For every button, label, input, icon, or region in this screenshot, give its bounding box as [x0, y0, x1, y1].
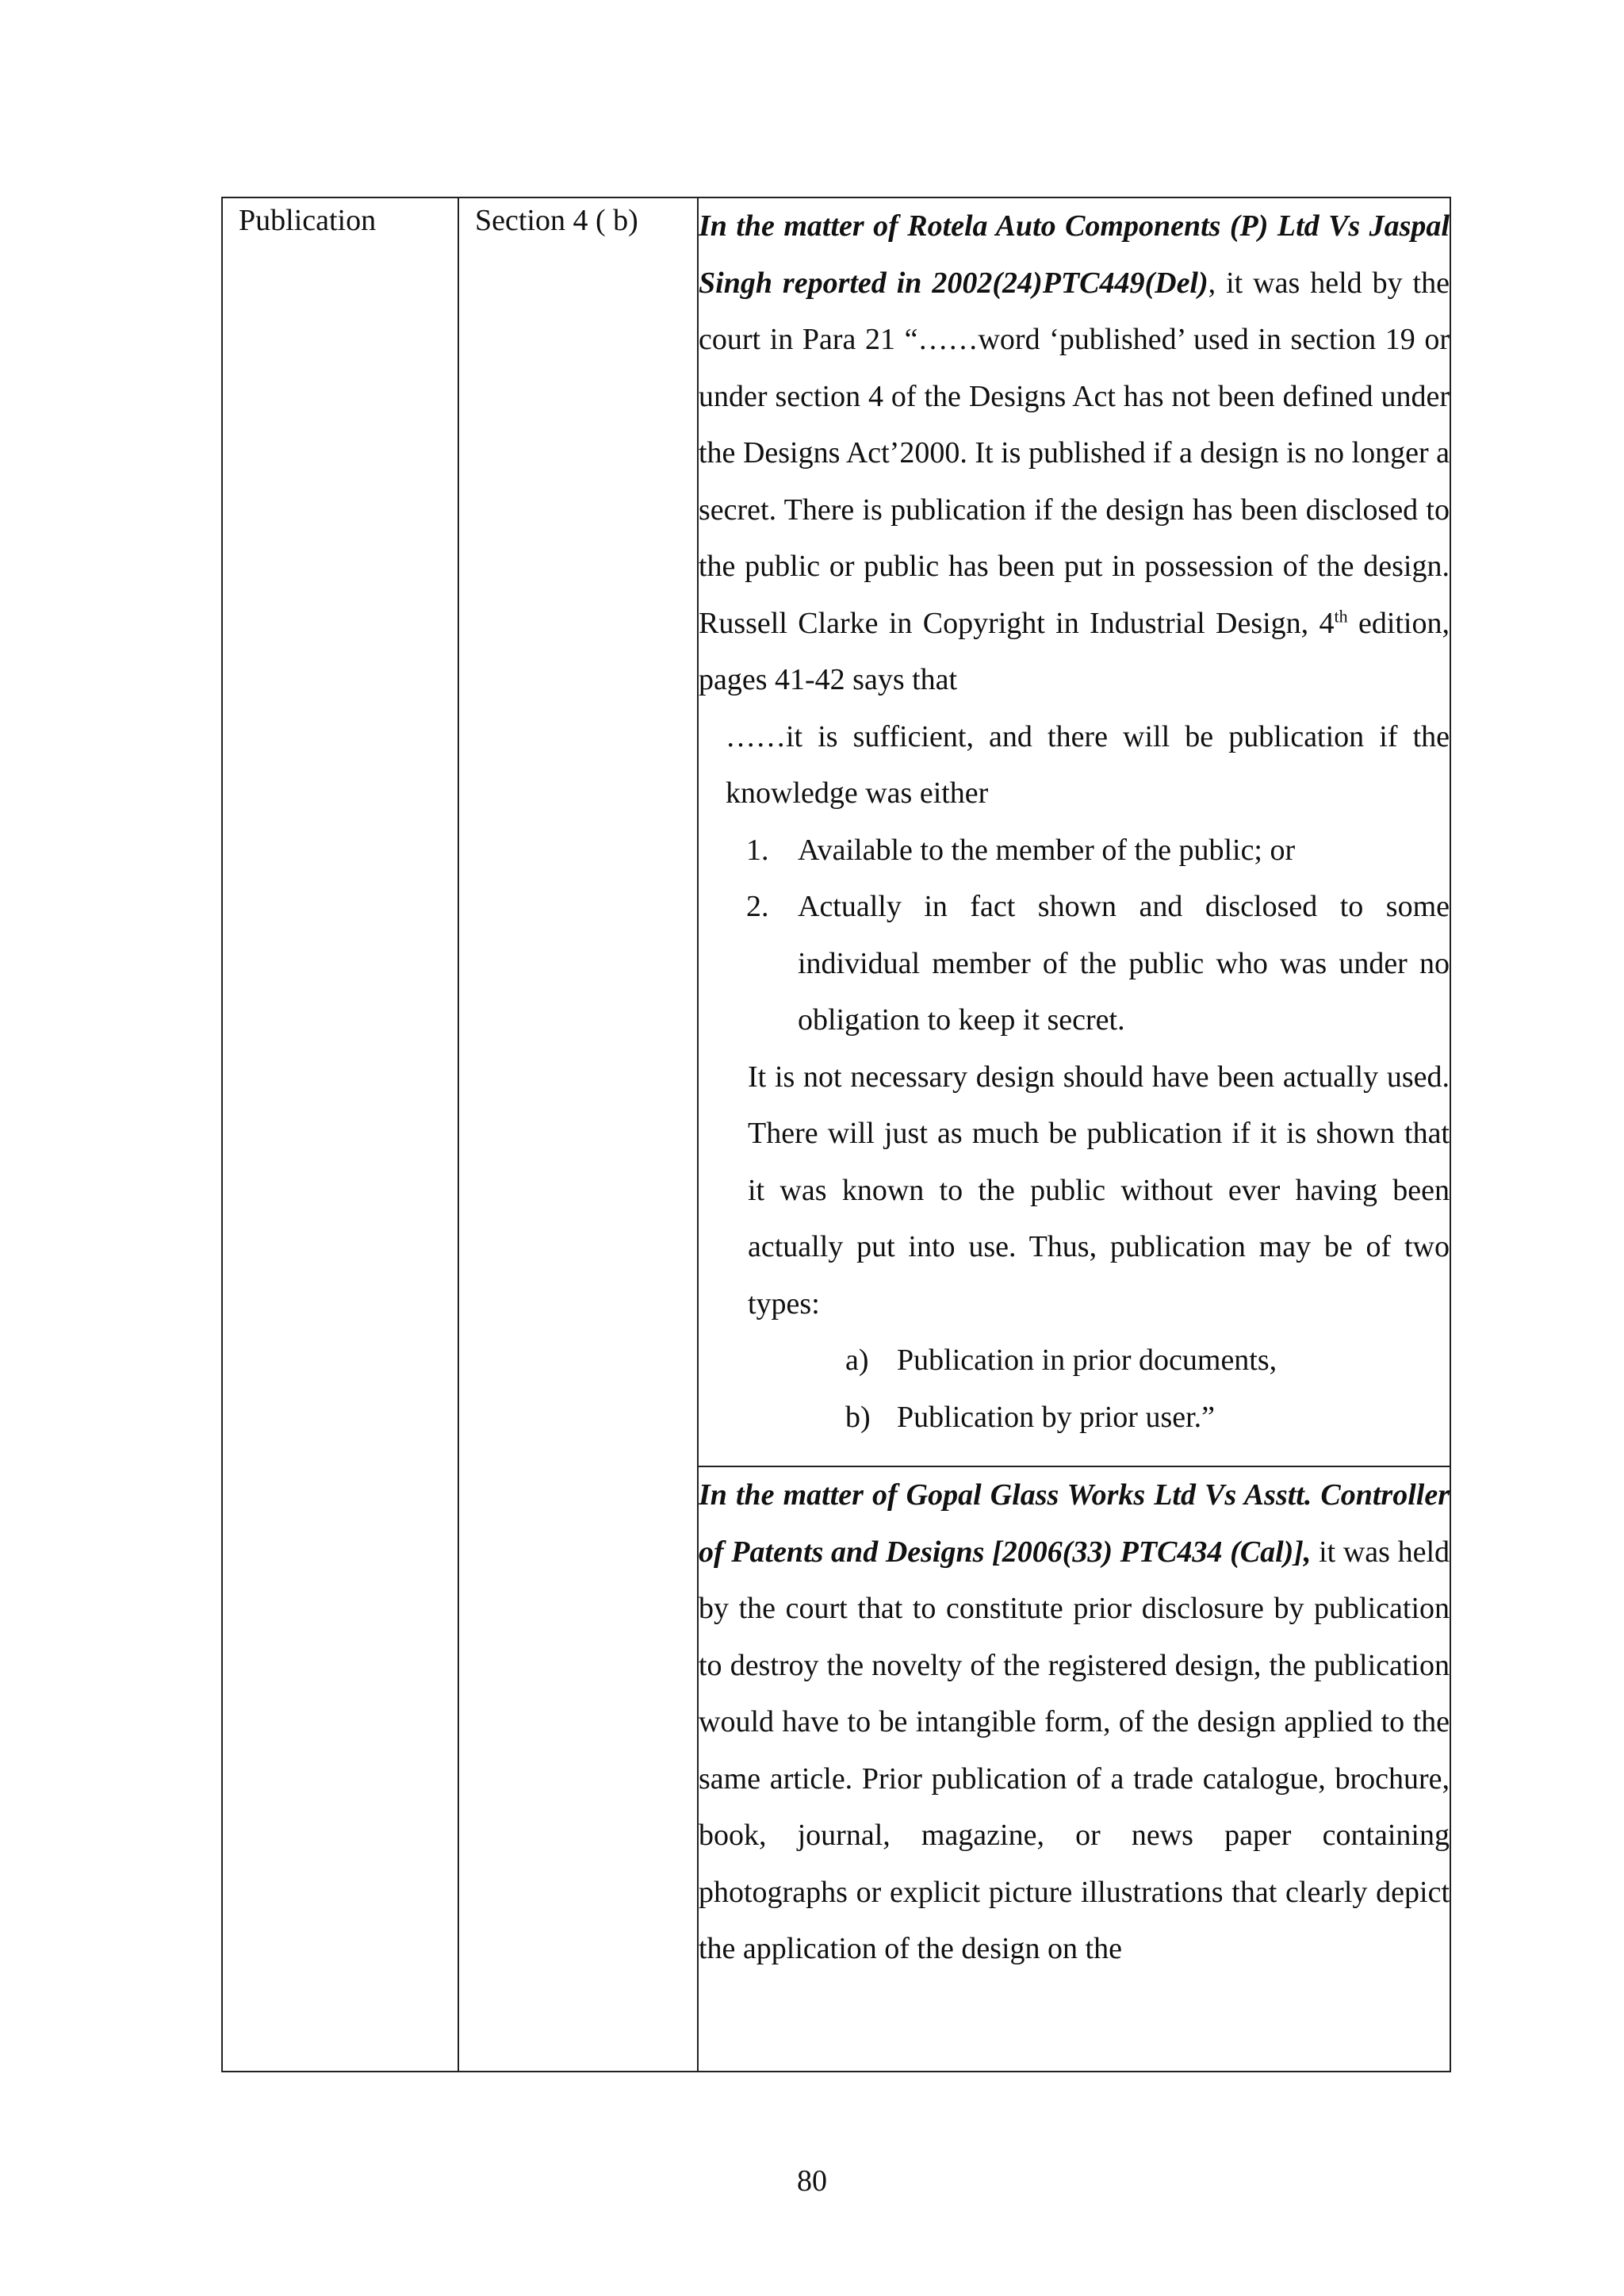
list-marker: b) [845, 1400, 871, 1434]
section-cell [458, 197, 698, 2072]
case-cell-rotela [698, 197, 1450, 1466]
topic-label: Publication [239, 204, 377, 237]
case-cell-gopal [698, 1466, 1450, 2072]
lettered-list [699, 1332, 1450, 1446]
page-number: 80 [797, 2164, 827, 2198]
case1-text: , it was held by the court in Para 21 “……word ‘published’ used in section 19 or under section 4 of the Designs Act has not been defined under the Designs Act’2000. It is published if a design is no longer a secret. There is publication if the design has been disclosed to the public or public has been put in possession of the design. Russell Clarke in Copyright in Industrial Design, 4 [699, 266, 1450, 640]
list-item [699, 1332, 1450, 1389]
section-label: Section 4 ( b) [475, 204, 638, 237]
list-item-text: Publication in prior documents, [897, 1343, 1277, 1377]
list-item-text: Available to the member of the public; or [798, 833, 1296, 867]
list-item-text: Publication by prior user.” [897, 1400, 1216, 1434]
list-marker: 2. [746, 890, 769, 923]
list-marker: 1. [746, 833, 769, 867]
case1-continuation: It is not necessary design should have been actually used. There will just as much be publication if it is shown that it was known to the public without ever having been actually put into use. Thus, publication may be of two types: [748, 1060, 1450, 1320]
case1-paragraph [699, 198, 1450, 709]
design-law-table [221, 197, 1451, 2072]
list-item [699, 879, 1450, 1049]
list-item [699, 1389, 1450, 1447]
list-item-text: Actually in fact shown and disclosed to some individual member of the public who was under no obligation to keep it secret. [798, 890, 1450, 1037]
case1-quote-line: ……it is sufficient, and there will be publication if the knowledge was either [726, 719, 1450, 810]
numbered-list [699, 822, 1450, 1049]
edition-superscript: th [1334, 605, 1348, 626]
case1-text-end: edition, pages 41-42 says that [699, 606, 1450, 696]
table-row [222, 197, 1450, 1466]
case2-text: it was held by the court that to constitute prior disclosure by publication to destroy the novelty of the registered design, the publication would have to be intangible form, of the design applied to the same article. Prior publication of a trade catalogue, brochure, book, journal, magazine, or news paper containing photographs or explicit picture illustrations that clearly depict the application of the design on the [699, 1535, 1450, 1965]
case2-citation: In the matter of Gopal Glass Works Ltd Vs Asstt. Controller of Patents and Designs [2006(33) PTC434 (Cal)], [699, 1478, 1450, 1569]
topic-cell [222, 197, 458, 2072]
case2-paragraph [699, 1467, 1450, 1978]
list-item [699, 822, 1450, 880]
list-marker: a) [845, 1343, 869, 1377]
case1-citation: In the matter of Rotela Auto Components (P) Ltd Vs Jaspal Singh reported in 2002(24)PTC449(Del) [699, 209, 1450, 300]
